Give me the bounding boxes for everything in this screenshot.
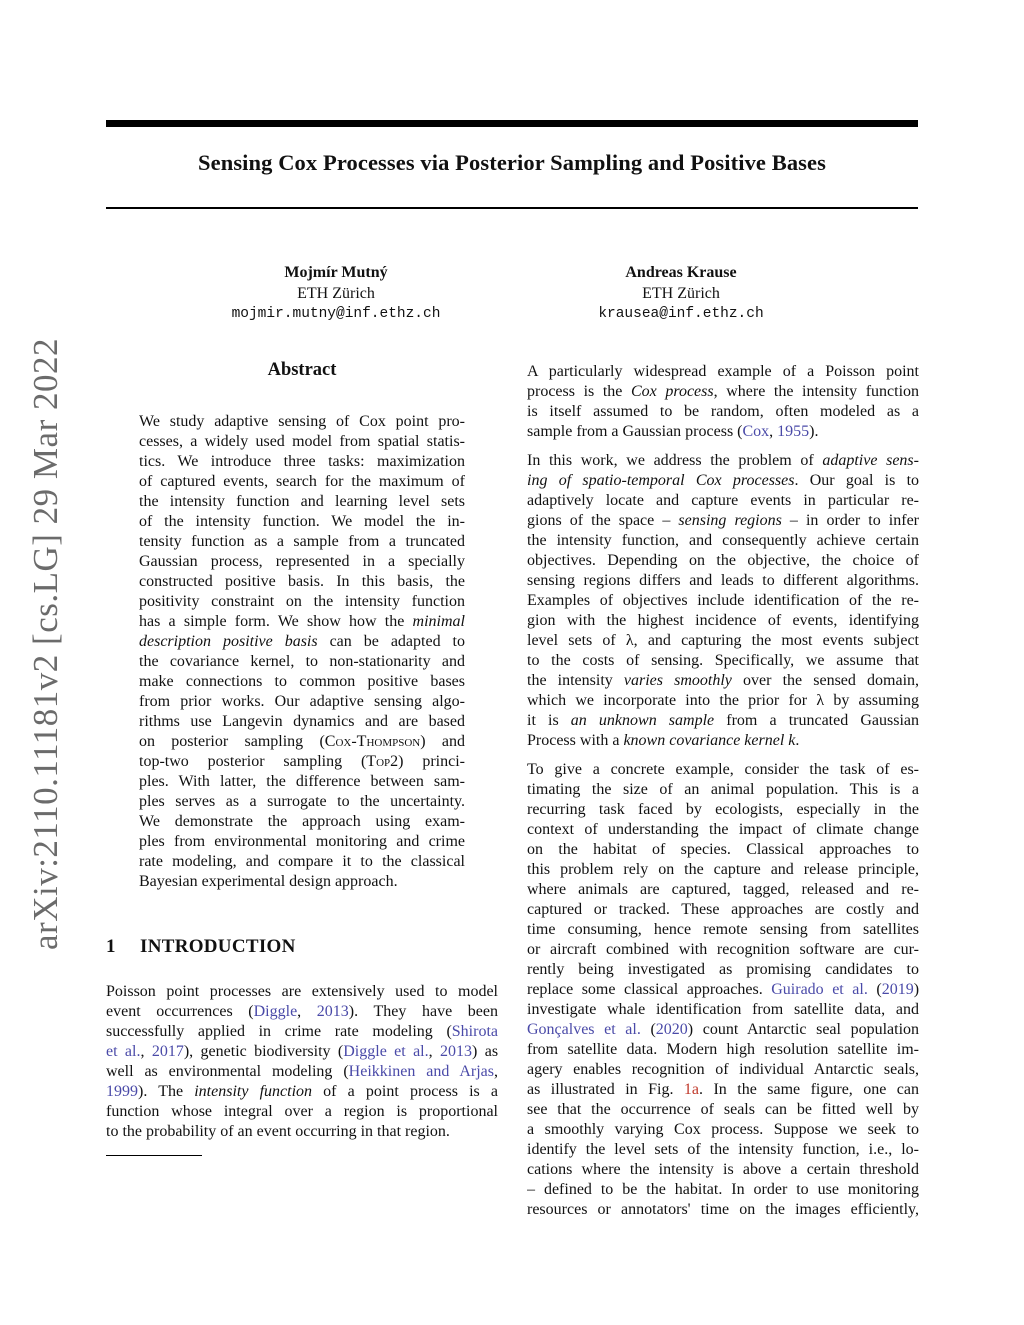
footnote-rule — [106, 1155, 202, 1156]
citation-link[interactable]: Guirado et al. — [771, 981, 868, 998]
intro-paragraph: Poisson point processes are extensively used to model event occurrences (Diggle, 2013). They have been successfully applied in crime rate modeling (Shirota et al., 2017), genetic biodiversity (Diggle et al., 2013) as well as environmental modeling (Heikkinen and Arjas, 1999). The intensity function of a point process is a function whose integral over a region is proportional to the probability of an event occurring in that region. — [106, 983, 498, 1140]
author-block — [186, 263, 486, 325]
author-affiliation: ETH Zürich — [297, 284, 375, 302]
citation-link[interactable]: 2013 — [316, 1003, 349, 1020]
arxiv-stamp: arXiv:2110.11181v2 [cs.LG] 29 Mar 2022 — [26, 338, 65, 950]
citation-link[interactable]: Diggle et al. — [343, 1043, 429, 1060]
citation-link[interactable]: Shirota — [451, 1023, 498, 1040]
abstract-text: We study adaptive sensing of Cox point pro- cesses, a widely used model from spatial statis- tics. We introduce three tasks: maximization of captured events, search for the maximum of the intensity function and learning level sets of the intensity function. We model the in- tensity function as a sample from a truncated Gaussian process, represented in a specially constructed positive basis. In this basis, the positivity constraint on the intensity function has a simple form. We show how the minimal description positive basis can be adapted to the covariance kernel, to non-stationarity and make connections to common positive bases from prior works. Our adaptive sensing algo- rithms use Langevin dynamics and are based on posterior sampling (Cox-Thompson) and top-two posterior sampling (Top2) princi- ples. With latter, the difference between sam- ples serves as a surrogate to the uncertainty. We demonstrate the approach using exam- ples from environmental monitoring and crime rate modeling, and compare it to the classical Bayesian experimental design approach. — [139, 413, 465, 890]
author-block — [531, 263, 831, 325]
section-heading — [106, 936, 296, 958]
citation-link[interactable]: Cox — [742, 423, 770, 440]
paragraph: To give a concrete example, consider the task of es- timating the size of an animal population. This is a recurring task faced by ecologists, especially in the context of understanding the impact of climate change on the habitat of species. Classical approaches to this problem rely on the capture and release principle, where animals are captured, tagged, released and re- captured or tracked. These approaches are costly and time consuming, hence remote sensing from satellites or aircraft combined with recognition software are cur- rently being investigated as promising candidates to replace some classical approaches. Guirado et al. (2019) investigate whale identification from satellite data, and Gonçalves et al. (2020) count Antarctic seal population from satellite data. Modern high resolution satellite im- agery enables recognition of individual Antarctic seals, as illustrated in Fig. 1a. In the same figure, one can see that the occurrence of seals can be fitted well by a smoothly varying Cox process. Suppose we seek to identify the level sets of the intensity function, i.e., lo- cations where the intensity is above a certain threshold – defined to be the habitat. In order to use monitoring resources or annotators' time on the images efficiently, — [527, 761, 919, 1218]
citation-link[interactable]: 1999 — [106, 1083, 138, 1100]
citation-link[interactable]: 2017 — [151, 1043, 184, 1060]
paper-title: Sensing Cox Processes via Posterior Sampling and Positive Bases — [198, 150, 826, 175]
citation-link[interactable]: 2019 — [881, 981, 914, 998]
author-email[interactable]: mojmir.mutny@inf.ethz.ch — [231, 306, 441, 322]
citation-link[interactable]: et al. — [106, 1043, 141, 1060]
author-email[interactable]: krausea@inf.ethz.ch — [598, 306, 764, 322]
title-bottom-rule — [106, 207, 918, 209]
citation-link[interactable]: 2020 — [655, 1021, 688, 1038]
section-number: 1 — [106, 936, 116, 957]
paragraph: A particularly widespread example of a Poisson point process is the Cox process, where the intensity function is itself assumed to be random, often modeled as a sample from a Gaussian process (Cox, 1955). — [527, 363, 919, 440]
author-affiliation: ETH Zürich — [642, 284, 720, 302]
author-name: Andreas Krause — [625, 264, 737, 281]
paragraph: In this work, we address the problem of adaptive sens- ing of spatio-temporal Cox processes. Our goal is to adaptively locate and capture events in particular re- gions of the space – sensing regions – in order to infer the intensity function, and consequently achieve certain objectives. Depending on the objective, the choice of sensing regions differs and leads to different algorithms. Examples of objectives include identification of the re- gion with the highest incidence of events, identifying level sets of λ, and capturing the most events subject to the costs of sensing. Specifically, we assume that the intensity varies smoothly over the sensed domain, which we incorporate into the prior for λ by assuming it is an unknown sample from a truncated Gaussian Process with a known covariance kernel k. — [527, 452, 919, 749]
citation-link[interactable]: Gonçalves et al. — [527, 1021, 641, 1038]
title-top-rule — [106, 120, 918, 127]
citation-link[interactable]: 2013 — [440, 1043, 473, 1060]
author-name: Mojmír Mutný — [284, 264, 388, 281]
figure-link[interactable]: 1a — [683, 1081, 700, 1098]
abstract-heading: Abstract — [267, 360, 337, 380]
citation-link[interactable]: 1955 — [777, 423, 810, 440]
citation-link[interactable]: Heikkinen and Arjas — [348, 1063, 494, 1080]
citation-link[interactable]: Diggle — [253, 1003, 298, 1020]
right-column — [527, 362, 919, 1229]
section-title: INTRODUCTION — [140, 936, 296, 957]
